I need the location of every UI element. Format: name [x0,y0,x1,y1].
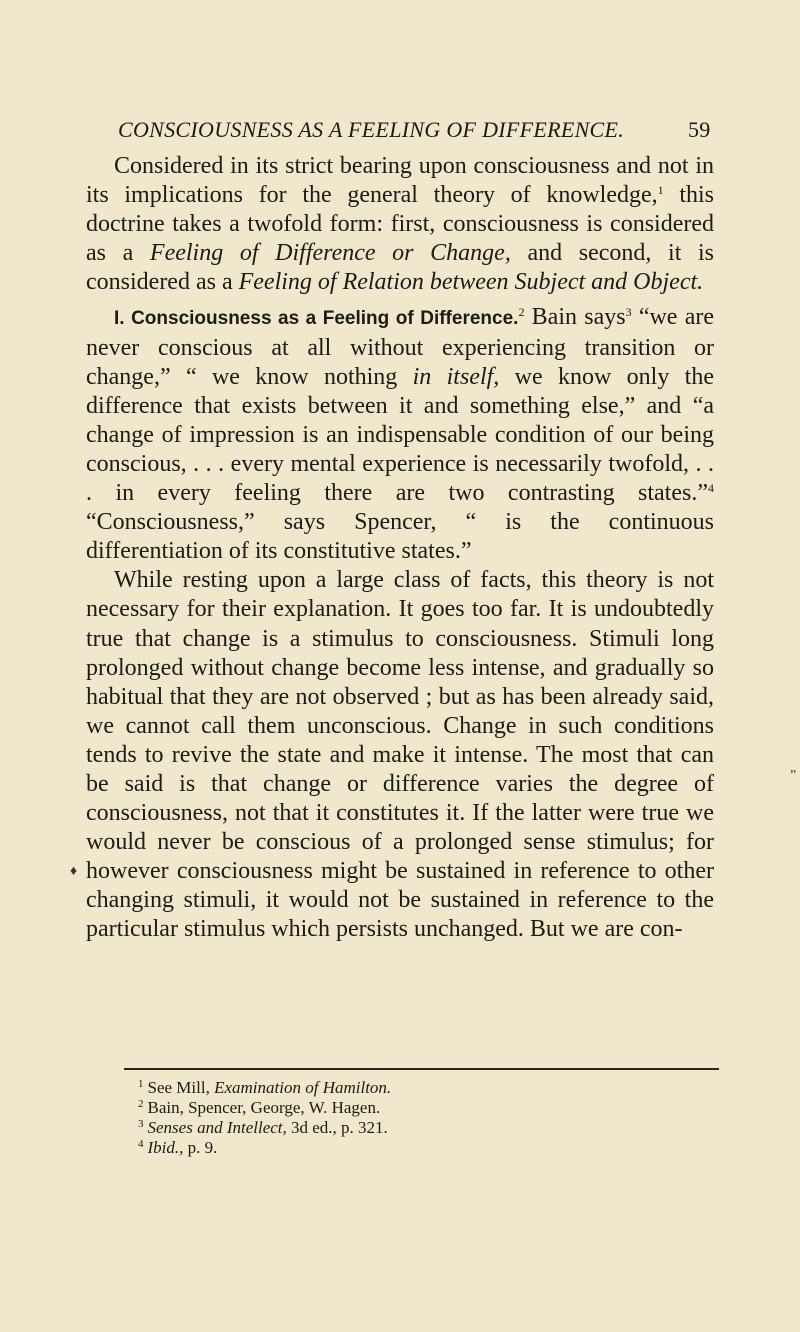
text-run: Considered in its strict bearing upon consciousness and not in its implications for the general theory of knowledge, [86,153,714,209]
footnote-title: Senses and Intellect, [147,1118,287,1137]
paragraph-2 [86,303,714,566]
footnote-2 [138,1098,698,1118]
margin-mark-left: ♦ [70,864,78,879]
footnote-text: 3d ed., p. 321. [286,1118,388,1137]
footnote-mark: 3 [138,1118,144,1130]
italic-term: Feeling of Relation between Subject and Object. [238,269,704,296]
text-run: this doctrine takes a twofold form: first, consciousness is considered as a [86,182,714,267]
running-header [118,117,718,143]
text-run: we know only the difference that exists between it and something else,” and “a change of impression is an indispensable condition of our being conscious, . . . every mental experience is necessarily twofold, . . . in every feeling there are two contrasting states.” [86,363,714,507]
footnote-text: See Mill, [147,1078,215,1097]
text-run: Bain says [524,304,626,331]
footnote-text: p. 9. [183,1138,218,1157]
footnote-1 [138,1078,698,1098]
footnote-divider [124,1068,719,1070]
footnote-text: Bain, Spencer, George, W. Hagen. [147,1098,381,1117]
footnote-mark: 4 [138,1138,144,1150]
paragraph-3: While resting upon a large class of facts, this theory is not necessary for their explanation. It goes too far. It is undoubtedly true that change is a stimulus to consciousness. Stimuli long prolonged without change become less intense, and gradually so habitual that they are not observed ; but as has been already said, we cannot call them unconscious. Change in such conditions tends to revive the state and make it intense. The most that can be said is that change or difference varies the degree of consciousness, not that it constitutes it. If the latter were true we would never be conscious of a prolonged sense stimulus; for however consciousness might be sustained in reference to other changing stimuli, it would not be sustained in reference to the particular stimulus which persists unchanged. But we are con- [86,567,714,943]
footnotes [138,1078,698,1158]
section-heading: I. Consciousness as a Feeling of Difference. [114,308,519,330]
footnote-mark: 2 [138,1098,144,1110]
footnote-ref-3: 3 [625,305,632,320]
text-run: “Consciousness,” says Spencer, “ is the continuous differentiation of its constitutive states.” [86,509,714,565]
body-text [86,152,714,945]
footnote-ref-2: 2 [518,305,525,320]
footnote-3 [138,1118,698,1138]
footnote-4 [138,1138,698,1158]
footnote-title: Examination of Hamilton. [214,1078,392,1097]
text-run: “we are never conscious at all without experiencing transition or change,” “ we know nothing [86,304,714,390]
running-title: CONSCIOUSNESS AS A FEELING OF DIFFERENCE. [118,117,625,142]
footnote-mark: 1 [138,1078,144,1090]
text-run: and second, it is considered as a [86,240,714,296]
page-number: 59 [688,117,711,142]
paragraph-1 [86,152,714,297]
footnote-title: Ibid., [147,1138,184,1157]
footnote-ref-1: 1 [657,183,664,198]
margin-mark-right: ” [790,768,797,783]
italic-term: in itself, [412,363,500,390]
footnote-ref-4: 4 [708,481,714,496]
italic-term: Feeling of Difference or Change, [149,240,511,267]
